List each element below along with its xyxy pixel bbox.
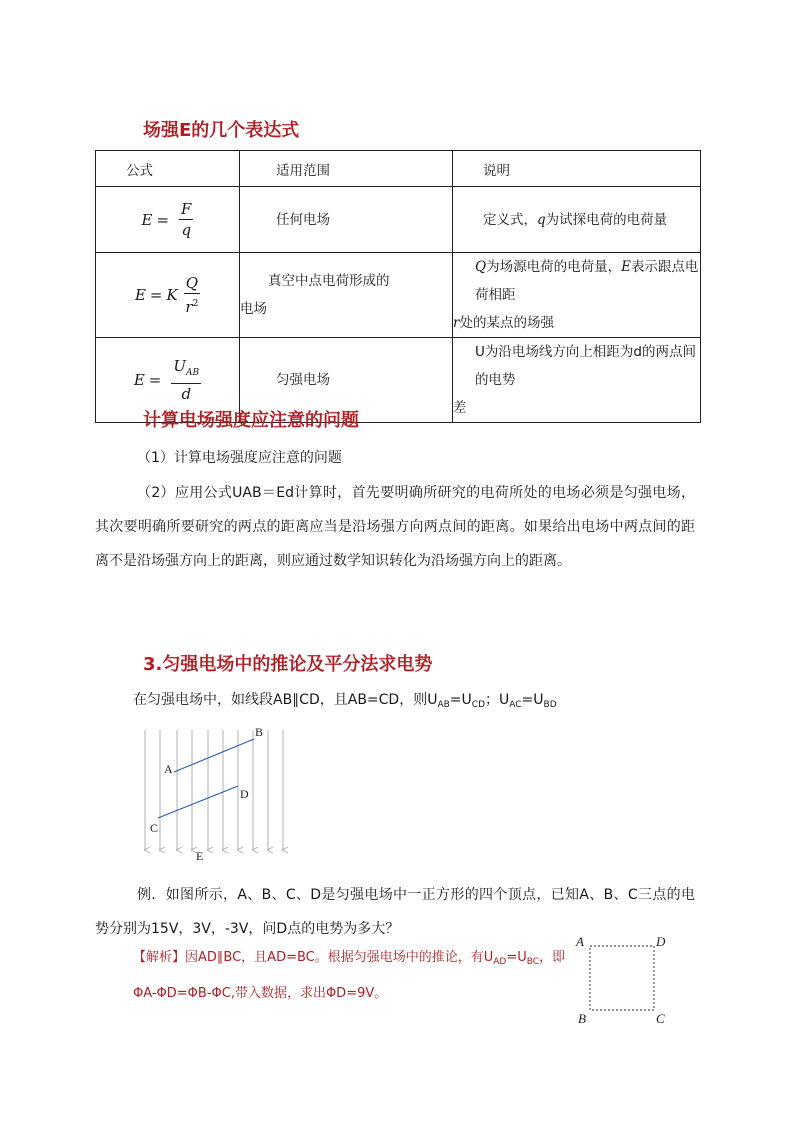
square <box>590 946 654 1010</box>
numerator-sub: AB <box>186 368 200 378</box>
table-row <box>96 253 701 338</box>
range-line: 真空中点电荷形成的 <box>268 273 390 289</box>
jiexi-text: =U <box>506 950 527 965</box>
formula-op: = <box>148 371 162 389</box>
range-line: 电场 <box>240 301 267 317</box>
segment-ab <box>174 739 254 772</box>
note-text: 处的某点的场强 <box>459 315 554 331</box>
example-text: 例．如图所示，A、B、C、D是匀强电场中一正方形的四个顶点，已知A、B、C三点的电势分别为15V，3V，-3V，问D点的电势为多大？ <box>95 887 695 937</box>
square-label-b: B <box>578 1011 586 1026</box>
note-text: 表示跟点电荷相距 <box>475 259 699 303</box>
note-cell <box>453 253 701 338</box>
note-text: 为试探电荷的电荷量 <box>545 211 668 228</box>
numerator-base: U <box>173 357 187 375</box>
field-lines <box>145 730 283 850</box>
section2-title: 计算电场强度应注意的问题 <box>143 410 359 431</box>
jiexi-sub: AD <box>493 957 507 967</box>
intro-sub: CD <box>471 700 485 710</box>
label-c: C <box>150 821 159 835</box>
table-header-row <box>96 151 701 187</box>
section2-p1: （1）计算电场强度应注意的问题 <box>137 450 342 466</box>
note-cell <box>453 338 701 423</box>
range-cell: 匀强电场 <box>240 338 453 423</box>
jiexi-line1 <box>133 948 573 972</box>
jiexi-label: 【解析】 <box>133 950 186 965</box>
section1-title: 场强E的几个表达式 <box>143 120 300 141</box>
formula-table <box>95 150 701 423</box>
fraction <box>184 274 200 316</box>
square-label-c: C <box>656 1011 665 1026</box>
jiexi-sub: BC <box>526 957 540 967</box>
denominator-base: r <box>185 298 193 316</box>
note-var: q <box>537 211 546 228</box>
label-b: B <box>255 725 264 739</box>
range-cell <box>240 253 453 338</box>
section3-intro <box>133 690 557 715</box>
note-text: 定义式， <box>483 211 537 228</box>
intro-text: =U <box>521 692 544 708</box>
table-row <box>96 187 701 253</box>
note-cell <box>453 187 701 253</box>
note-text: 为场源电荷的电荷量， <box>486 259 622 275</box>
header-formula: 公式 <box>96 151 240 187</box>
fraction <box>171 357 201 403</box>
denominator-exp: 2 <box>192 299 199 309</box>
square-figure <box>572 930 672 1030</box>
note-line <box>453 309 700 337</box>
label-e: E <box>196 849 204 863</box>
jiexi-text: 因AD∥BC，且AD=BC。根据匀强电场中的推论，有U <box>185 950 494 965</box>
label-d: D <box>240 787 249 801</box>
formula-lhs: E <box>134 286 146 304</box>
denominator: d <box>181 385 192 403</box>
formula-cell <box>96 253 240 338</box>
header-range: 适用范围 <box>240 151 453 187</box>
formula-op: = <box>149 286 163 304</box>
formula-lhs: E <box>133 371 145 389</box>
note-var: E <box>621 259 631 275</box>
numerator: Q <box>185 274 199 292</box>
intro-text: =U <box>449 692 472 708</box>
intro-text: 在匀强电场中，如线段AB∥CD，且AB=CD，则U <box>133 692 438 708</box>
square-label-a: A <box>576 934 584 949</box>
formula-cell <box>96 187 240 253</box>
note-line: 差 <box>453 400 467 416</box>
intro-sub: AB <box>437 700 450 710</box>
note-line: U为沿电场线方向上相距为d的两点间的电势 <box>475 344 696 388</box>
formula-e-uab-d <box>96 357 239 403</box>
segment-cd <box>158 786 238 818</box>
intro-sub: BD <box>543 700 557 710</box>
formula-op: = <box>156 210 170 229</box>
denominator <box>185 294 198 316</box>
section2-p2: （2）应用公式UAB＝Ed计算时，首先要明确所研究的电荷所处的电场必须是匀强电场，其次要明确所要研究的两点的距离应当是沿场强方向两点间的距离。如果给出电场中两点间的距离不是沿场强方向上的距离，则应通过数学知识转化为沿场强方向上的距离。 <box>95 485 695 569</box>
jiexi-text: ，即 <box>539 950 566 965</box>
intro-text: ；U <box>485 692 510 708</box>
formula-e-kq-r2 <box>96 274 239 316</box>
header-note: 说明 <box>453 151 701 187</box>
fraction <box>179 200 193 239</box>
note-var: r <box>453 315 460 331</box>
field-line-figure <box>130 722 300 868</box>
section3-title: 3.匀强电场中的推论及平分法求电势 <box>143 654 433 675</box>
square-label-d: D <box>656 934 666 949</box>
numerator: F <box>181 200 192 218</box>
jiexi-line2: ΦA-ΦD=ΦB-ΦC,带入数据，求出ΦD=9V。 <box>133 986 388 1001</box>
formula-e-f-q <box>96 200 239 239</box>
label-a: A <box>164 762 173 776</box>
denominator: q <box>181 221 192 239</box>
formula-lhs: E <box>141 210 153 229</box>
range-cell: 任何电场 <box>240 187 453 253</box>
numerator <box>171 357 201 384</box>
intro-sub: AC <box>509 700 522 710</box>
formula-coef: K <box>166 286 178 304</box>
note-var: Q <box>475 259 487 275</box>
note-line <box>453 253 700 309</box>
